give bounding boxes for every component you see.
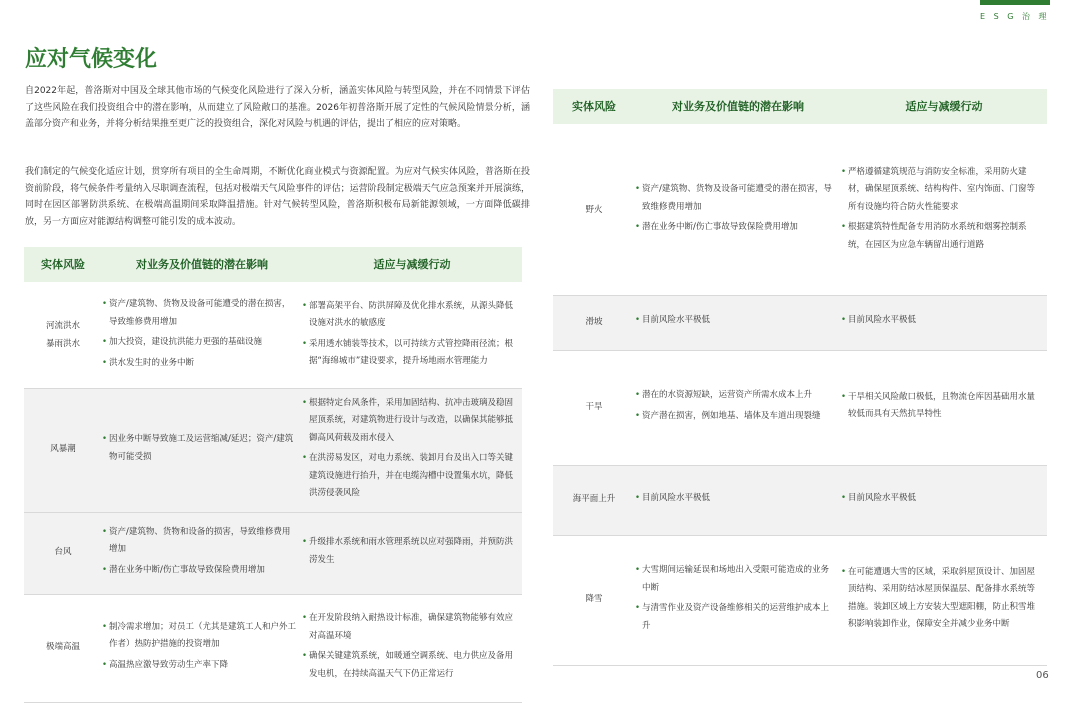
action-list-cell bbox=[302, 594, 522, 702]
impact-item: • 资产/建筑物、货物及设备可能遭受的潜在损害，导致维修费用增加 bbox=[635, 181, 837, 216]
impact-list bbox=[102, 296, 298, 372]
impact-list-cell bbox=[635, 125, 841, 295]
impact-list bbox=[102, 619, 298, 675]
risk-row bbox=[24, 512, 522, 594]
action-item: • 根据特定台风条件，采用加固结构、抗冲击玻璃及稳固屋顶系统，对建筑物进行设计与改造，以确保其能够抵御高风荷载及雨水侵入 bbox=[302, 395, 518, 448]
risk-name: 滑坡 bbox=[553, 295, 635, 350]
impact-list-cell bbox=[102, 388, 302, 512]
risk-name: 风暴潮 bbox=[24, 388, 102, 512]
risk-row bbox=[553, 465, 1047, 535]
action-item: • 采用透水铺装等技术，以可持续方式管控降雨径流；根据“海绵城市”建设要求，提升场地雨水管理能力 bbox=[302, 336, 518, 371]
impact-item: • 大雪期间运输延误和场地出入受限可能造成的业务中断 bbox=[635, 562, 837, 597]
impact-item: • 制冷需求增加；对员工（尤其是建筑工人和户外工作者）热防护措施的投资增加 bbox=[102, 619, 298, 654]
header-accent-bar bbox=[980, 0, 1050, 5]
page-title: 应对气候变化 bbox=[25, 47, 158, 72]
action-list bbox=[302, 534, 518, 569]
action-list bbox=[841, 564, 1043, 634]
header-action: 适应与减缓行动 bbox=[841, 89, 1047, 125]
action-list bbox=[302, 298, 518, 371]
impact-item: • 高温热应激导致劳动生产率下降 bbox=[102, 657, 298, 675]
risk-row bbox=[24, 388, 522, 512]
impact-item: • 目前风险水平极低 bbox=[635, 490, 837, 508]
risk-name: 野火 bbox=[553, 125, 635, 295]
risk-name: 河流洪水 暴雨洪水 bbox=[24, 283, 102, 388]
risk-row bbox=[553, 125, 1047, 295]
page-number: 06 bbox=[1036, 670, 1049, 681]
action-list bbox=[302, 610, 518, 683]
risk-row bbox=[553, 350, 1047, 465]
risk-name: 干旱 bbox=[553, 350, 635, 465]
impact-list bbox=[635, 181, 837, 237]
impact-item: • 资产/建筑物、货物和设备的损害，导致维修费用增加 bbox=[102, 524, 298, 559]
risk-name: 降雪 bbox=[553, 535, 635, 665]
header-action: 适应与减缓行动 bbox=[302, 247, 522, 283]
action-item: • 升级排水系统和雨水管理系统以应对强降雨，并预防洪涝发生 bbox=[302, 534, 518, 569]
impact-item: • 资产/建筑物、货物及设备可能遭受的潜在损害，导致维修费用增加 bbox=[102, 296, 298, 331]
climate-risk-table-left bbox=[24, 247, 522, 703]
header-impact: 对业务及价值链的潜在影响 bbox=[635, 89, 841, 125]
impact-list-cell bbox=[635, 535, 841, 665]
action-item: • 在可能遭遇大雪的区域，采取斜屋顶设计、加固屋顶结构、采用防结冰屋顶保温层、配备排水系统等措施。装卸区域上方安装大型遮阳棚，防止积雪堆积影响装卸作业，保障安全并减少业务中断 bbox=[841, 564, 1043, 634]
risk-row bbox=[24, 283, 522, 388]
impact-list-cell bbox=[635, 350, 841, 465]
impact-list-cell bbox=[102, 594, 302, 702]
impact-list-cell bbox=[102, 512, 302, 594]
climate-risk-table-right bbox=[553, 89, 1047, 666]
risk-name: 极端高温 bbox=[24, 594, 102, 702]
impact-list bbox=[635, 387, 837, 425]
impact-item: • 潜在业务中断/伤亡事故导致保险费用增加 bbox=[635, 219, 837, 237]
action-list-cell bbox=[302, 512, 522, 594]
impact-item: • 加大投资，建设抗洪能力更强的基础设施 bbox=[102, 334, 298, 352]
action-list bbox=[841, 389, 1043, 424]
impact-item: • 洪水发生时的业务中断 bbox=[102, 355, 298, 373]
action-item: • 目前风险水平极低 bbox=[841, 312, 1043, 330]
header-risk: 实体风险 bbox=[24, 247, 102, 283]
intro-paragraph-1: 自2022年起，普洛斯对中国及全球其他市场的气候变化风险进行了深入分析，涵盖实体风险与转型风险，并在不同情景下评估了这些风险在我们投资组合中的潜在影响，从而建立了风险敞口的基准。2026年初普洛斯开展了定性的气候风险情景分析，涵盖部分资产和业务，并将分析结果推至更广泛的投资组合，深化对风险与机遇的评估，提出了相应的应对策略。 bbox=[25, 86, 530, 130]
action-list bbox=[841, 312, 1043, 330]
impact-list bbox=[635, 490, 837, 508]
action-list-cell bbox=[841, 125, 1047, 295]
risk-name: 海平面上升 bbox=[553, 465, 635, 535]
action-item: • 确保关键建筑系统，如暖通空调系统、电力供应及备用发电机，在持续高温天气下仍正常运行 bbox=[302, 648, 518, 683]
risk-row bbox=[553, 535, 1047, 665]
action-list bbox=[841, 164, 1043, 255]
action-item: • 严格遵循建筑规范与消防安全标准，采用防火建材，确保屋顶系统、结构构件、室内饰面、门窗等所有设施均符合防火性能要求 bbox=[841, 164, 1043, 217]
action-item: • 在洪涝易发区，对电力系统、装卸月台及出入口等关键建筑设施进行抬升，并在电缆沟槽中设置集水坑，降低洪涝侵袭风险 bbox=[302, 450, 518, 503]
impact-item: • 资产潜在损害，例如地基、墙体及车道出现裂缝 bbox=[635, 408, 837, 426]
impact-item: • 目前风险水平极低 bbox=[635, 312, 837, 330]
action-list-cell bbox=[841, 535, 1047, 665]
impact-item: • 潜在的水资源短缺，运营资产所需水成本上升 bbox=[635, 387, 837, 405]
action-list bbox=[841, 490, 1043, 508]
action-item: • 根据建筑特性配备专用消防水系统和烟雾控制系统，在园区为应急车辆留出通行道路 bbox=[841, 219, 1043, 254]
action-list-cell bbox=[841, 295, 1047, 350]
action-item: • 部署高架平台、防洪屏障及优化排水系统，从源头降低设施对洪水的敏感度 bbox=[302, 298, 518, 333]
impact-list bbox=[635, 312, 837, 330]
action-item: • 干旱相关风险敞口极低，且物流仓库因基础用水量较低而具有天然抗旱特性 bbox=[841, 389, 1043, 424]
impact-list bbox=[102, 431, 298, 466]
header-risk: 实体风险 bbox=[553, 89, 635, 125]
impact-item: • 潜在业务中断/伤亡事故导致保险费用增加 bbox=[102, 562, 298, 580]
risk-row bbox=[553, 295, 1047, 350]
action-item: • 在开发阶段纳入耐热设计标准，确保建筑物能够有效应对高温环境 bbox=[302, 610, 518, 645]
action-list bbox=[302, 395, 518, 503]
section-label: E S G 治 理 bbox=[980, 12, 1050, 21]
impact-list-cell bbox=[102, 283, 302, 388]
risk-row bbox=[24, 594, 522, 702]
action-list-cell bbox=[841, 350, 1047, 465]
action-list-cell bbox=[841, 465, 1047, 535]
action-list-cell bbox=[302, 283, 522, 388]
impact-item: • 与清雪作业及资产设备维修相关的运营维护成本上升 bbox=[635, 600, 837, 635]
action-item: • 目前风险水平极低 bbox=[841, 490, 1043, 508]
header-impact: 对业务及价值链的潜在影响 bbox=[102, 247, 302, 283]
impact-list-cell bbox=[635, 465, 841, 535]
impact-list-cell bbox=[635, 295, 841, 350]
action-list-cell bbox=[302, 388, 522, 512]
impact-item: • 因业务中断导致施工及运营缩减/延迟；资产/建筑物可能受损 bbox=[102, 431, 298, 466]
intro-paragraph-2: 我们制定的气候变化适应计划，贯穿所有项目的全生命周期，不断优化商业模式与资源配置。为应对气候实体风险，普洛斯在投资前阶段，将气候条件考量纳入尽职调查流程，包括对极端天气风险事件的评估；运营阶段制定极端天气应急预案并开展演练，同时在园区部署防洪系统、在极端高温期间采取降温措施。针对气候转型风险，普洛斯积极布局新能源领域，一方面降低碳排放，另一方面应对能源结构调整可能引发的成本波动。 bbox=[25, 167, 530, 228]
impact-list bbox=[635, 562, 837, 635]
impact-list bbox=[102, 524, 298, 580]
risk-name: 台风 bbox=[24, 512, 102, 594]
